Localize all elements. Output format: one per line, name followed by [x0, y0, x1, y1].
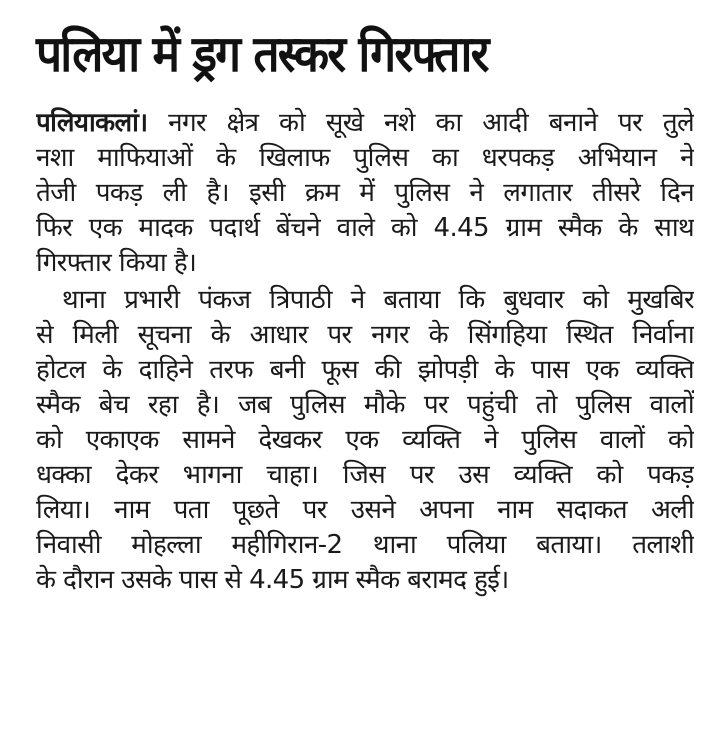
paragraph-1-line: नशा माफियाओं के खिलाफ पुलिस का धरपकड़ अभियान ने — [36, 143, 694, 173]
headline: पलिया में ड्रग तस्कर गिरफ्तार — [36, 25, 488, 83]
paragraph-2-line: को एकाएक सामने देखकर एक व्यक्ति ने पुलिस वालों को — [36, 425, 694, 455]
paragraph-1 — [36, 106, 694, 281]
paragraph-2-line — [36, 283, 694, 318]
paragraph-2-line: लिया। नाम पता पूछते पर उसने अपना नाम सदाकत अली — [36, 495, 694, 525]
paragraph-2 — [36, 283, 694, 598]
paragraph-1-line: गिरफ्तार किया है। — [36, 248, 197, 278]
paragraph-1-line-text: नगर क्षेत्र को सूखे नशे का आदी बनाने पर तुले — [147, 108, 694, 138]
paragraph-2-line: धक्का देकर भागना चाहा। जिस पर उस व्यक्ति को पकड़ — [36, 460, 694, 490]
paragraph-1-line — [36, 106, 694, 141]
paragraph-2-line: स्मैक बेच रहा है। जब पुलिस मौके पर पहुंची तो पुलिस वालों — [36, 390, 694, 420]
paragraph-2-line: निवासी मोहल्ला महीगिरान-2 थाना पलिया बताया। तलाशी — [36, 530, 694, 560]
paragraph-2-line: होटल के दाहिने तरफ बनी फूस की झोपड़ी के पास एक व्यक्ति — [36, 355, 694, 385]
paragraph-1-line: तेजी पकड़ ली है। इसी क्रम में पुलिस ने लगातार तीसरे दिन — [36, 178, 694, 208]
paragraph-2-line: से मिली सूचना के आधार पर नगर के सिंगहिया स्थित निर्वाना — [36, 320, 694, 350]
dateline: पलियाकलां। — [36, 108, 148, 138]
paragraph-2-line: के दौरान उसके पास से 4.45 ग्राम स्मैक बरामद हुई। — [36, 565, 509, 595]
paragraph-2-line-text: थाना प्रभारी पंकज त्रिपाठी ने बताया कि बुधवार को मुखबिर — [62, 285, 694, 315]
paragraph-1-line: फिर एक मादक पदार्थ बेंचने वाले को 4.45 ग्राम स्मैक के साथ — [36, 213, 694, 243]
